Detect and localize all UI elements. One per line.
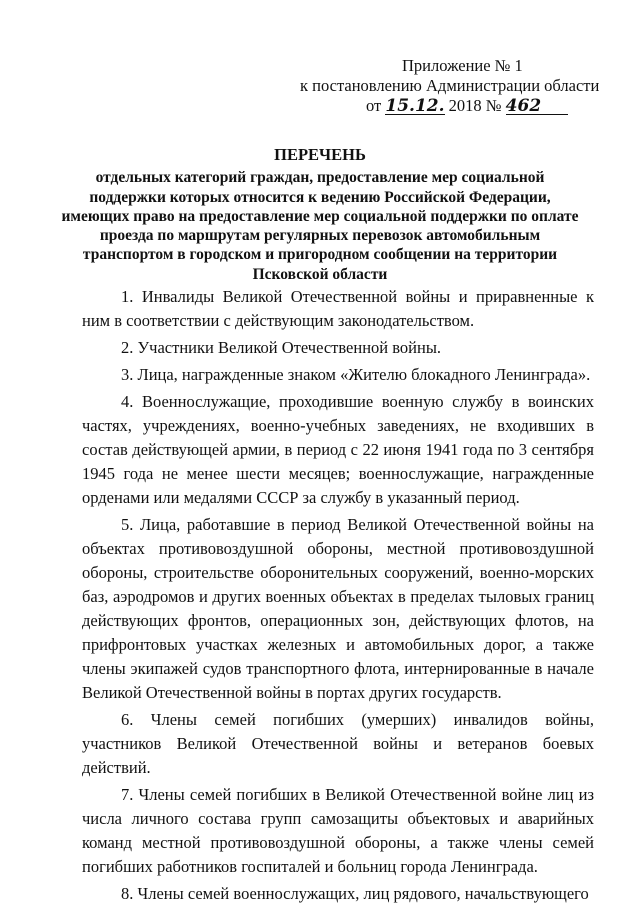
list-item: 2. Участники Великой Отечественной войны. — [121, 338, 442, 357]
list-item: 1. Инвалиды Великой Отечественной войны и приравненные к ним в соответствии с действующим законодательством. — [82, 287, 594, 330]
title-subtitle-line: отдельных категорий граждан, предоставление мер социальной — [95, 169, 545, 187]
appendix-date-line — [300, 96, 600, 116]
list-item: 3. Лица, награжденные знаком «Жителю блокадного Ленинграда». — [121, 365, 591, 384]
title-subtitle-line: проезда по маршрутам регулярных перевозок автомобильным — [99, 227, 541, 245]
appendix-resolution-ref: к постановлению Администрации области — [300, 76, 600, 95]
title-subtitle-line: имеющих право на предоставление мер социальной поддержки по оплате — [61, 207, 579, 225]
list-item: 4. Военнослужащие, проходившие военную службу в воинских частях, учреждениях, военно-учебных заведениях, не входивших в состав действующей армии, в период с 22 июня 1941 года по 3 сентября 1945 года не менее шести месяцев; военнослужащие, награжденные орденами или медалями СССР за службу в указанный период. — [82, 392, 594, 507]
handwritten-date: 15.12. — [385, 96, 445, 116]
date-prefix: от — [366, 96, 382, 115]
title-subtitle-line: Псковской области — [252, 265, 388, 283]
list-item: 5. Лица, работавшие в период Великой Отечественной войны на объектах противовоздушной обороны, местной противовоздушной обороны, строительстве оборонительных сооружений, военно-морских баз, аэродромов и других военных объектах в пределах тыловых границ действующих фронтов, операционных зон, действующих флотов, на прифронтовых участках железных и автомобильных дорог, а также члены экипажей судов транспортного флота, интернированные в начале Великой Отечественной войны в портах других государств. — [82, 515, 594, 702]
title-subtitle-line: транспортом в городском и пригородном сообщении на территории — [82, 246, 558, 264]
title-subtitle-line: поддержки которых относится к ведению Российской Федерации, — [89, 188, 551, 206]
list-item: 7. Члены семей погибших в Великой Отечественной войне лиц из числа личного состава групп самозащиты объектовых и аварийных команд местной противовоздушной обороны, а также члены семей погибших работников госпиталей и больниц города Ленинграда. — [82, 785, 594, 876]
appendix-number: Приложение № 1 — [402, 56, 523, 75]
handwritten-number: 462 — [506, 98, 568, 115]
list-item: 8. Члены семей военнослужащих, лиц рядового, начальствующего — [121, 884, 589, 903]
title-heading: ПЕРЕЧЕНЬ — [274, 145, 366, 164]
appendix-header — [300, 56, 600, 116]
year-and-number-label: 2018 № — [448, 96, 502, 115]
document-title — [60, 145, 580, 284]
document-body — [82, 285, 594, 906]
list-item: 6. Члены семей погибших (умерших) инвалидов войны, участников Великой Отечественной войны и ветеранов боевых действий. — [82, 710, 594, 777]
